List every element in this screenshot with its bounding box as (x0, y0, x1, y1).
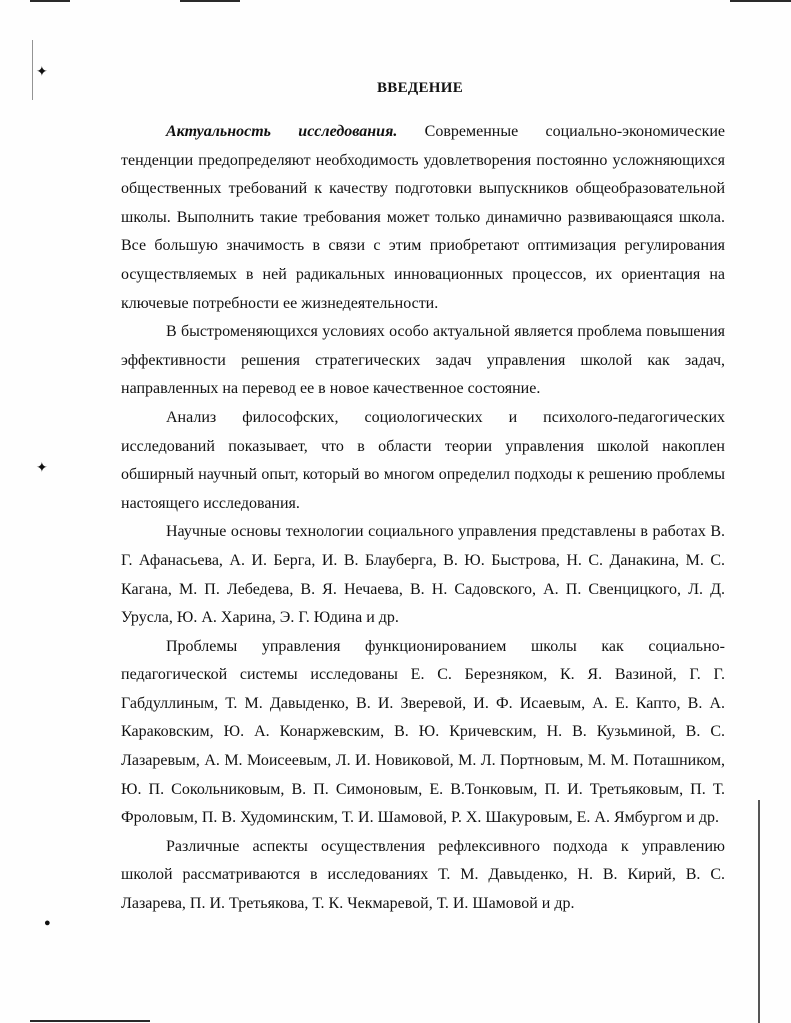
scan-border-bottom (30, 1020, 150, 1022)
paragraph (121, 404, 725, 518)
scan-border-right (758, 800, 760, 1023)
scan-speck-icon: ✦ (36, 461, 48, 476)
scan-speck-icon: ✦ (36, 65, 48, 80)
paragraph-text: Анализ философских, социологических и психолого-педагогических исследований показывает, что в области теории управления школой накоплен обширный научный опыт, который во многом определил подходы к решению проблемы настоящего исследования. (121, 408, 725, 512)
paragraph-text: Научные основы технологии социального управления представлены в работах В. Г. Афанасьева, А. И. Берга, И. В. Блауберга, В. Ю. Быстрова, Н. С. Данакина, М. С. Кагана, М. П. Лебедева, В. Я. Нечаева, В. Н. Садовского, А. П. Свенцицкого, Л. Д. Урусла, Ю. А. Харина, Э. Г. Юдина и др. (121, 523, 725, 627)
paragraph-text: Проблемы управления функционированием школы как социально-педагогической системы исследованы Е. С. Березняком, К. Я. Вазиной, Г. Г. Габдуллиным, Т. М. Давыденко, В. И. Зверевой, И. Ф. Исаевым, А. Е. Капто, В. А. Караковским, Ю. А. Конаржевским, В. Ю. Кричевским, Н. В. Кузьминой, В. С. Лазаревым, А. М. Моисеевым, Л. И. Новиковой, М. Л. Портновым, М. М. Поташником, Ю. П. Сокольниковым, В. П. Симоновым, Е. В.Тонковым, П. И. Третьяковым, П. Т. Фроловым, П. В. Худоминским, Т. И. Шамовой, Р. Х. Шакуровым, Е. А. Ямбургом и др. (121, 637, 725, 827)
body-text (121, 118, 725, 919)
paragraph (121, 833, 725, 919)
paragraph-text: В быстроменяющихся условиях особо актуальной является проблема повышения эффективности решения стратегических задач управления школой как задач, направленных на перевод ее в новое качественное состояние. (121, 323, 725, 398)
scan-border-top-left (30, 0, 70, 2)
paragraph (121, 318, 725, 404)
scan-border-top-right (730, 0, 791, 2)
section-heading: ВВЕДЕНИЕ (376, 80, 464, 96)
paragraph-text: Различные аспекты осуществления рефлексивного подхода к управлению школой рассматриваются в исследованиях Т. М. Давыденко, Н. В. Кирий, В. С. Лазарева, П. И. Третьякова, Т. К. Чекмаревой, Т. И. Шамовой и др. (121, 837, 725, 913)
paragraph-lead: Актуальность исследования. (166, 123, 398, 140)
paragraph-text: Современные социально-экономические тенденции предопределяют необходимость удовлетворения постоянно усложняющихся общественных требований к качеству подготовки выпускников общеобразовательной школы. Выполнить такие требования может только динамично развивающаяся школа. Все большую значимость в связи с этим приобретают оптимизация регулирования осуществляемых в ней радикальных инновационных процессов, их ориентация на ключевые потребности ее жизнедеятельности. (121, 123, 726, 312)
paragraph (121, 518, 725, 632)
scan-border-top-mid (180, 0, 240, 2)
paragraph (121, 633, 725, 833)
paragraph (121, 118, 725, 318)
scan-speck-icon: ● (44, 917, 51, 929)
